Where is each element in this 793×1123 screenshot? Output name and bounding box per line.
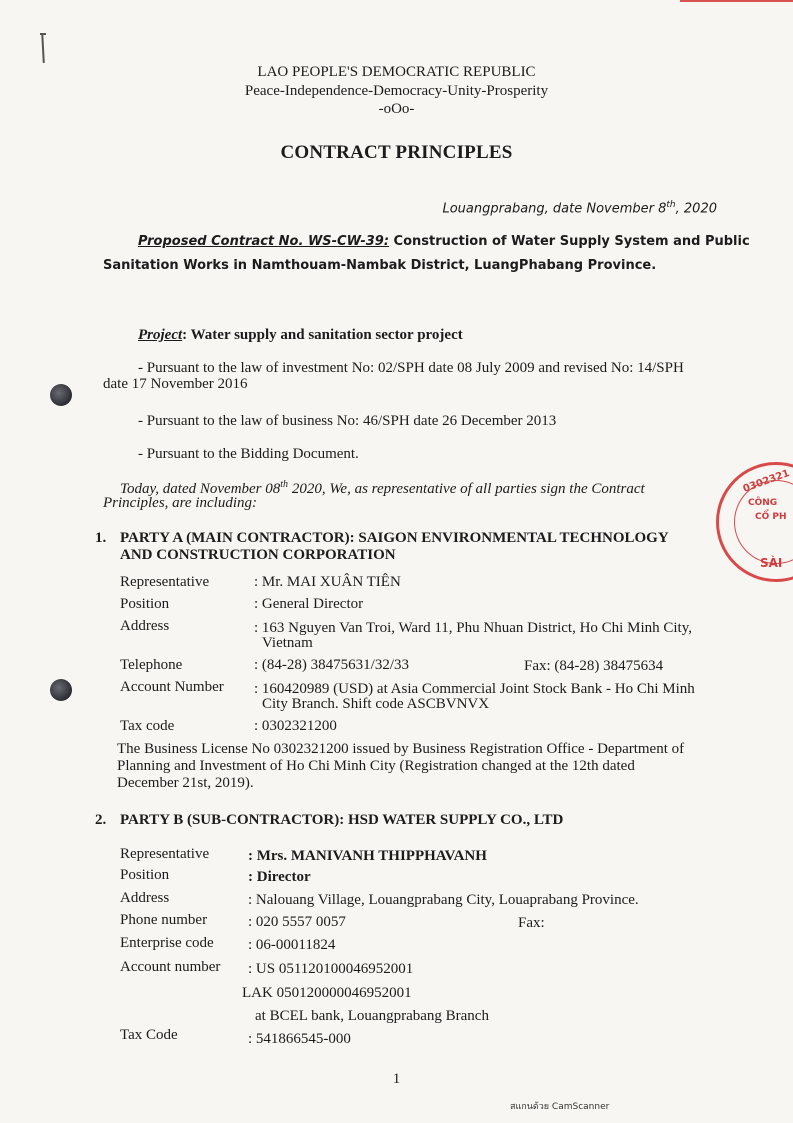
party-b-phone-label: Phone number	[120, 912, 208, 928]
today-prefix: Today, dated November 08	[120, 481, 281, 497]
country-name: LAO PEOPLE'S DEMOCRATIC REPUBLIC	[257, 64, 536, 80]
party-a-position-label: Position	[120, 596, 170, 612]
party-a-address-label: Address	[120, 618, 170, 634]
project-line	[138, 327, 463, 344]
party-a-representative-label: Representative	[120, 574, 210, 590]
proposed-contract-line1	[138, 234, 750, 249]
today-suffix: 2020, We, as representative of all parties sign the Contract	[288, 481, 645, 497]
party-a-telephone-label: Telephone	[120, 657, 183, 673]
document-title: CONTRACT PRINCIPLES	[280, 142, 513, 163]
pencil-mark	[41, 33, 45, 63]
party-b-representative-value: : Mrs. MANIVANH THIPPHAVANH	[248, 848, 487, 864]
party-a-license-line1: The Business License No 0302321200 issued by Business Registration Office - Department of	[117, 741, 685, 757]
party-b-account-value-bank: at BCEL bank, Louangprabang Branch	[255, 1008, 489, 1024]
party-a-fax-value: Fax: (84-28) 38475634	[524, 658, 664, 674]
stamp-tax-number: 0302321	[741, 468, 792, 495]
date-line-sup: th	[666, 200, 676, 210]
party-a-position-value: : General Director	[254, 596, 364, 612]
party-a-account-value-line2: City Branch. Shift code ASCBVNVX	[262, 696, 490, 712]
punch-hole-top	[50, 384, 72, 406]
pursuant-bidding: - Pursuant to the Bidding Document.	[138, 446, 359, 462]
party-b-taxcode-label: Tax Code	[120, 1027, 178, 1043]
party-a-license-line3: December 21st, 2019).	[117, 775, 254, 791]
party-a-account-label: Account Number	[120, 679, 224, 695]
pursuant-investment-line1: - Pursuant to the law of investment No: 02/SPH date 08 July 2009 and revised No: 14/SPH	[138, 360, 684, 376]
party-b-address-value: : Nalouang Village, Louangprabang City, Louaprabang Province.	[248, 892, 639, 908]
party-b-account-value: : US 051120100046952001	[248, 961, 414, 977]
project-label: Project	[138, 327, 183, 343]
camscanner-watermark: สแกนด้วย CamScanner	[510, 1102, 610, 1112]
motto: Peace-Independence-Democracy-Unity-Prosperity	[244, 83, 549, 99]
party-b-position-label: Position	[120, 867, 170, 883]
party-b-number: 2.	[95, 812, 107, 828]
proposed-contract-label: Proposed Contract No. WS-CW-39:	[138, 234, 390, 249]
separator-ooo: -oOo-	[378, 101, 415, 117]
proposed-contract-line2: Sanitation Works in Namthouam-Nambak District, LuangPhabang Province.	[103, 258, 657, 273]
party-b-fax-label: Fax:	[518, 915, 545, 931]
pencil-mark-top	[40, 33, 46, 35]
party-a-account-value: : 160420989 (USD) at Asia Commercial Joint Stock Bank - Ho Chi Minh	[254, 681, 695, 697]
proposed-contract-text1: Construction of Water Supply System and Public	[389, 234, 750, 249]
today-line2: Principles, are including:	[103, 495, 257, 511]
project-text: Water supply and sanitation sector project	[187, 327, 463, 343]
date-line	[442, 200, 717, 216]
party-b-representative-label: Representative	[120, 846, 210, 862]
party-a-taxcode-label: Tax code	[120, 718, 175, 734]
party-a-address-value: : 163 Nguyen Van Troi, Ward 11, Phu Nhuan District, Ho Chi Minh City,	[254, 620, 692, 636]
party-a-taxcode-value: : 0302321200	[254, 718, 337, 734]
party-a-heading-line2: AND CONSTRUCTION CORPORATION	[120, 547, 396, 563]
pursuant-business: - Pursuant to the law of business No: 46/SPH date 26 December 2013	[138, 413, 557, 429]
stamp-cong: CÔNG	[748, 498, 778, 508]
party-b-heading: PARTY B (SUB-CONTRACTOR): HSD WATER SUPPLY CO., LTD	[120, 812, 564, 828]
party-a-address-value-line2: Vietnam	[262, 635, 313, 651]
stamp-sai: SÀI	[760, 556, 783, 570]
date-line-suffix: , 2020	[675, 201, 717, 217]
page-number: 1	[392, 1071, 401, 1087]
party-a-telephone-value: : (84-28) 38475631/32/33	[254, 657, 409, 673]
party-b-position-value: : Director	[248, 869, 311, 885]
date-line-prefix: Louangprabang, date November 8	[442, 201, 667, 217]
party-a-number: 1.	[95, 530, 107, 546]
party-b-enterprise-label: Enterprise code	[120, 935, 214, 951]
party-a-heading-line1: PARTY A (MAIN CONTRACTOR): SAIGON ENVIRONMENTAL TECHNOLOGY	[120, 530, 669, 546]
party-b-account-label: Account number	[120, 959, 221, 975]
stamp-cp: CỔ PH	[755, 512, 787, 522]
party-b-account-value-lak: LAK 050120000046952001	[242, 985, 412, 1001]
punch-hole-bottom	[50, 679, 72, 701]
party-b-address-label: Address	[120, 890, 170, 906]
today-sup: th	[280, 479, 289, 490]
party-a-license-line2: Planning and Investment of Ho Chi Minh City (Registration changed at the 12th dated	[117, 758, 635, 774]
top-edge-mark	[680, 0, 793, 2]
party-a-representative-value: : Mr. MAI XUÂN TIÊN	[254, 574, 401, 590]
pursuant-investment-line2: date 17 November 2016	[103, 376, 248, 392]
project-colon: :	[182, 327, 188, 343]
party-b-enterprise-value: : 06-00011824	[248, 937, 336, 953]
party-b-taxcode-value: : 541866545-000	[248, 1031, 351, 1047]
party-b-phone-value: : 020 5557 0057	[248, 914, 346, 930]
